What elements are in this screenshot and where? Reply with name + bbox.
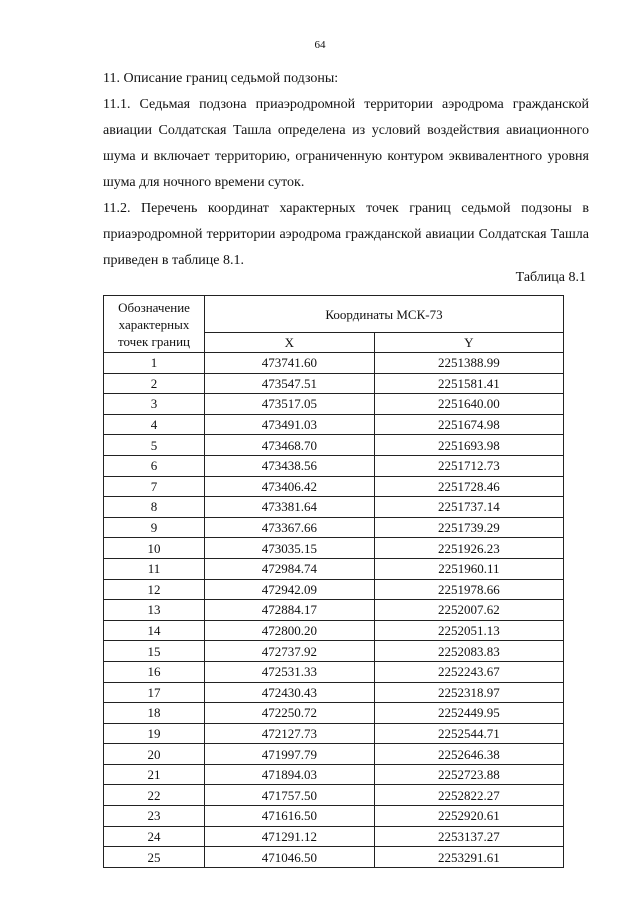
coord-x: 471757.50 xyxy=(205,785,375,806)
coord-y: 2252646.38 xyxy=(374,744,563,765)
coord-y: 2251581.41 xyxy=(374,373,563,394)
coord-y: 2251640.00 xyxy=(374,394,563,415)
table-row xyxy=(104,703,564,724)
point-number: 11 xyxy=(104,558,205,579)
header-points: Обозначение характерных точек границ xyxy=(104,296,205,353)
coord-x: 471291.12 xyxy=(205,826,375,847)
table-row xyxy=(104,744,564,765)
point-number: 12 xyxy=(104,579,205,600)
table-row xyxy=(104,723,564,744)
coord-x: 473438.56 xyxy=(205,455,375,476)
coordinates-table xyxy=(103,295,564,868)
coord-x: 473547.51 xyxy=(205,373,375,394)
table-row xyxy=(104,538,564,559)
point-number: 9 xyxy=(104,517,205,538)
point-number: 8 xyxy=(104,497,205,518)
coord-x: 471616.50 xyxy=(205,806,375,827)
table-row xyxy=(104,414,564,435)
coord-y: 2253137.27 xyxy=(374,826,563,847)
coord-x: 472250.72 xyxy=(205,703,375,724)
point-number: 22 xyxy=(104,785,205,806)
table-row xyxy=(104,620,564,641)
coord-y: 2252318.97 xyxy=(374,682,563,703)
point-number: 13 xyxy=(104,600,205,621)
point-number: 23 xyxy=(104,806,205,827)
point-number: 17 xyxy=(104,682,205,703)
table-row xyxy=(104,373,564,394)
coord-x: 473491.03 xyxy=(205,414,375,435)
table-row xyxy=(104,579,564,600)
section-heading: 11. Описание границ седьмой подзоны: xyxy=(103,71,339,86)
coord-x: 473035.15 xyxy=(205,538,375,559)
table-row xyxy=(104,558,564,579)
coord-x: 472737.92 xyxy=(205,641,375,662)
coord-x: 473367.66 xyxy=(205,517,375,538)
point-number: 6 xyxy=(104,455,205,476)
paragraph-subzone-description: 11.1. Седьмая подзона приаэродромной территории аэродрома гражданской авиации Солдатская Ташла определена из условий воздействия авиационного шума и включает территорию, ограниченную контуром эквивалентного уровня шума для ночного времени суток. xyxy=(103,97,589,190)
point-number: 24 xyxy=(104,826,205,847)
coord-x: 473741.60 xyxy=(205,353,375,374)
point-number: 3 xyxy=(104,394,205,415)
coord-x: 472127.73 xyxy=(205,723,375,744)
coord-y: 2251737.14 xyxy=(374,497,563,518)
coord-y: 2252243.67 xyxy=(374,661,563,682)
table-row xyxy=(104,661,564,682)
point-number: 14 xyxy=(104,620,205,641)
table-row xyxy=(104,785,564,806)
coord-x: 472430.43 xyxy=(205,682,375,703)
table-row xyxy=(104,641,564,662)
coord-x: 473406.42 xyxy=(205,476,375,497)
point-number: 1 xyxy=(104,353,205,374)
coord-y: 2251693.98 xyxy=(374,435,563,456)
coord-x: 473381.64 xyxy=(205,497,375,518)
coord-y: 2251712.73 xyxy=(374,455,563,476)
header-y: Y xyxy=(374,333,563,353)
coord-y: 2251388.99 xyxy=(374,353,563,374)
table-row xyxy=(104,476,564,497)
coord-x: 472884.17 xyxy=(205,600,375,621)
point-number: 15 xyxy=(104,641,205,662)
table-row xyxy=(104,497,564,518)
point-number: 21 xyxy=(104,764,205,785)
coord-y: 2252920.61 xyxy=(374,806,563,827)
point-number: 2 xyxy=(104,373,205,394)
coord-y: 2251926.23 xyxy=(374,538,563,559)
coord-y: 2252822.27 xyxy=(374,785,563,806)
paragraph-coordinates-reference: 11.2. Перечень координат характерных точек границ седьмой подзоны в приаэродромной территории аэродрома гражданской авиации Солдатская Ташла приведен в таблице 8.1. xyxy=(103,201,589,268)
coord-y: 2252449.95 xyxy=(374,703,563,724)
coord-y: 2251728.46 xyxy=(374,476,563,497)
point-number: 10 xyxy=(104,538,205,559)
header-coordinates: Координаты МСК-73 xyxy=(205,296,564,333)
table-caption: Таблица 8.1 xyxy=(515,270,586,285)
table-body xyxy=(104,353,564,868)
coord-y: 2252723.88 xyxy=(374,764,563,785)
point-number: 18 xyxy=(104,703,205,724)
point-number: 25 xyxy=(104,847,205,868)
point-number: 5 xyxy=(104,435,205,456)
table-row xyxy=(104,435,564,456)
point-number: 16 xyxy=(104,661,205,682)
table-row xyxy=(104,847,564,868)
table-row xyxy=(104,806,564,827)
coord-x: 472531.33 xyxy=(205,661,375,682)
coord-y: 2251739.29 xyxy=(374,517,563,538)
coord-y: 2252083.83 xyxy=(374,641,563,662)
coord-y: 2251674.98 xyxy=(374,414,563,435)
table-row xyxy=(104,394,564,415)
coord-x: 472984.74 xyxy=(205,558,375,579)
coord-y: 2251960.11 xyxy=(374,558,563,579)
coord-y: 2252007.62 xyxy=(374,600,563,621)
point-number: 7 xyxy=(104,476,205,497)
table-row xyxy=(104,826,564,847)
coord-x: 473517.05 xyxy=(205,394,375,415)
coord-x: 471894.03 xyxy=(205,764,375,785)
table-row xyxy=(104,764,564,785)
coord-y: 2251978.66 xyxy=(374,579,563,600)
page-number: 64 xyxy=(314,39,326,51)
table-row xyxy=(104,600,564,621)
coord-x: 473468.70 xyxy=(205,435,375,456)
coord-y: 2252051.13 xyxy=(374,620,563,641)
header-x: X xyxy=(205,333,375,353)
point-number: 19 xyxy=(104,723,205,744)
table-row xyxy=(104,517,564,538)
table-row xyxy=(104,353,564,374)
coord-x: 472942.09 xyxy=(205,579,375,600)
point-number: 20 xyxy=(104,744,205,765)
table-row xyxy=(104,682,564,703)
coord-y: 2253291.61 xyxy=(374,847,563,868)
coord-x: 471046.50 xyxy=(205,847,375,868)
coord-y: 2252544.71 xyxy=(374,723,563,744)
coord-x: 472800.20 xyxy=(205,620,375,641)
coord-x: 471997.79 xyxy=(205,744,375,765)
point-number: 4 xyxy=(104,414,205,435)
table-row xyxy=(104,455,564,476)
